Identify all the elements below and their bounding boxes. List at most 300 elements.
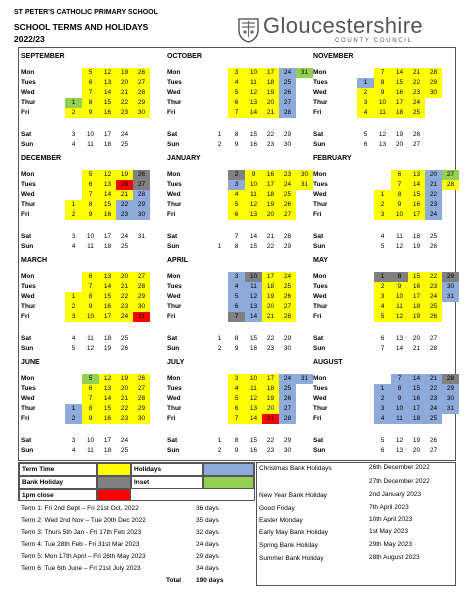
date-cell: 9: [82, 108, 99, 118]
key-inset-swatch: [203, 476, 254, 489]
date-cell: 24: [279, 272, 296, 282]
date-cell: 5: [363, 131, 368, 138]
date-cell: 5: [82, 374, 99, 384]
date-cell: 28: [429, 345, 438, 352]
week-row: [165, 384, 311, 394]
day-label: Mon: [167, 375, 181, 382]
date-cell: 17: [103, 233, 112, 240]
date-cell: 8: [82, 404, 99, 414]
date-cell: 2: [217, 141, 222, 148]
day-label: Tues: [21, 181, 36, 188]
term-label: Term 4: Tue 28th Feb - Fri 31st Mar 2023: [21, 541, 140, 548]
week-row: [311, 140, 457, 150]
day-label: Mon: [21, 273, 35, 280]
date-cell: 27: [279, 210, 296, 220]
week-row: [165, 242, 311, 252]
day-label: Thur: [313, 405, 328, 412]
date-cell: 12: [395, 243, 404, 250]
day-label: Fri: [313, 109, 322, 116]
day-label: Thur: [313, 99, 328, 106]
date-cell: 1: [217, 131, 222, 138]
day-label: Sun: [167, 243, 180, 250]
date-cell: 18: [408, 414, 425, 424]
date-cell: 22: [116, 98, 133, 108]
date-cell: 5: [82, 170, 99, 180]
day-label: Mon: [21, 69, 35, 76]
term-label: Term 3: Thurs 5th Jan - Fri 17th Feb 2023: [21, 529, 142, 536]
date-cell: 2: [65, 210, 82, 220]
date-cell: 22: [425, 384, 442, 394]
date-cell: 31: [137, 233, 146, 240]
date-cell: 19: [103, 345, 112, 352]
date-cell: 28: [442, 180, 459, 190]
month-block: [311, 152, 457, 254]
date-cell: 31: [296, 374, 313, 384]
date-cell: 25: [279, 190, 296, 200]
date-cell: 11: [396, 233, 403, 240]
bank-holiday-label: Spring Bank Holiday: [259, 542, 318, 549]
day-label: Thur: [21, 99, 36, 106]
page-title: SCHOOL TERMS AND HOLIDAYS: [14, 22, 149, 32]
week-row: [165, 200, 311, 210]
date-cell: 24: [120, 131, 129, 138]
date-cell: 10: [245, 272, 262, 282]
date-cell: 20: [116, 180, 133, 190]
date-cell: 1: [65, 404, 82, 414]
date-cell: 19: [262, 292, 279, 302]
date-cell: 3: [374, 210, 391, 220]
date-cell: 2: [65, 302, 82, 312]
date-cell: 30: [133, 414, 150, 424]
date-cell: 7: [234, 233, 239, 240]
date-cell: 5: [228, 394, 245, 404]
date-cell: 10: [82, 312, 99, 322]
date-cell: 4: [357, 108, 374, 118]
day-label: Mon: [21, 171, 35, 178]
week-row: [311, 414, 457, 424]
date-cell: 29: [425, 78, 442, 88]
date-cell: 10: [245, 68, 262, 78]
date-cell: 13: [99, 272, 116, 282]
week-row: [311, 68, 457, 78]
date-cell: 6: [391, 170, 408, 180]
date-cell: 30: [283, 345, 292, 352]
date-cell: 9: [234, 345, 239, 352]
date-cell: 7: [380, 345, 385, 352]
date-cell: 20: [116, 78, 133, 88]
council-logo-name: Gloucestershire: [263, 13, 424, 38]
date-cell: 28: [279, 312, 296, 322]
week-row: [165, 374, 311, 384]
day-label: Sun: [167, 447, 180, 454]
date-cell: 4: [380, 233, 385, 240]
date-cell: 27: [133, 272, 150, 282]
date-cell: 30: [283, 447, 292, 454]
date-cell: 31: [296, 68, 313, 78]
bank-holiday-row: [257, 540, 457, 552]
date-cell: 12: [99, 170, 116, 180]
week-row: [19, 108, 165, 118]
date-cell: 24: [279, 68, 296, 78]
week-row: [165, 98, 311, 108]
day-label: Sun: [313, 141, 326, 148]
date-cell: 5: [228, 200, 245, 210]
date-cell: 5: [228, 292, 245, 302]
date-cell: 28: [133, 394, 150, 404]
date-cell: 16: [249, 141, 258, 148]
date-cell: 1: [217, 243, 222, 250]
bank-holiday-label: Christmas Bank Holidays: [259, 465, 332, 472]
term-row: [18, 503, 255, 515]
week-row: [19, 232, 165, 242]
week-row: [19, 190, 165, 200]
day-label: Sun: [313, 447, 326, 454]
date-cell: 21: [262, 414, 279, 424]
week-row: [311, 344, 457, 354]
date-cell: 12: [245, 88, 262, 98]
date-cell: 4: [71, 141, 76, 148]
day-label: Sun: [21, 447, 34, 454]
date-cell: 15: [249, 131, 258, 138]
week-row: [165, 170, 311, 180]
date-cell: 11: [87, 335, 94, 342]
week-row: [165, 78, 311, 88]
week-row: [311, 108, 457, 118]
date-cell: 17: [103, 131, 112, 138]
date-cell: 15: [99, 292, 116, 302]
date-cell: 15: [99, 98, 116, 108]
date-cell: 10: [86, 437, 95, 444]
date-cell: 8: [82, 98, 99, 108]
date-cell: 22: [408, 78, 425, 88]
date-cell: 26: [120, 345, 129, 352]
key-close-swatch: [97, 489, 131, 501]
day-label: Sun: [21, 141, 34, 148]
date-cell: 23: [425, 200, 442, 210]
date-cell: 21: [266, 233, 275, 240]
date-cell: 6: [228, 98, 245, 108]
bank-holiday-row: [257, 490, 457, 502]
date-cell: 22: [425, 272, 442, 282]
date-cell: 29: [133, 292, 150, 302]
total-label: Total: [166, 577, 182, 584]
date-cell: 9: [374, 88, 391, 98]
date-cell: 18: [103, 141, 112, 148]
date-cell: 2: [374, 394, 391, 404]
crest-icon: [237, 17, 260, 43]
week-row: [311, 78, 457, 88]
date-cell: 26: [412, 131, 421, 138]
date-cell: 11: [391, 414, 408, 424]
date-cell: 10: [245, 374, 262, 384]
date-cell: 4: [71, 447, 76, 454]
date-cell: 6: [363, 141, 368, 148]
date-cell: 28: [283, 233, 292, 240]
date-cell: 14: [99, 88, 116, 98]
date-cell: 26: [429, 243, 438, 250]
date-cell: 5: [374, 312, 391, 322]
date-cell: 23: [116, 302, 133, 312]
day-label: Wed: [21, 89, 35, 96]
week-row: [19, 88, 165, 98]
date-cell: 18: [103, 243, 112, 250]
week-row: [165, 344, 311, 354]
date-cell: 18: [391, 108, 408, 118]
date-cell: 18: [103, 335, 112, 342]
day-label: Thur: [21, 405, 36, 412]
bank-holiday-date: 7th April 2023: [369, 504, 409, 511]
week-row: [19, 292, 165, 302]
week-row: [311, 130, 457, 140]
term-days: 34 days: [196, 565, 219, 572]
term-row: [18, 539, 255, 551]
date-cell: 25: [120, 243, 129, 250]
date-cell: 15: [249, 335, 258, 342]
day-label: Wed: [21, 191, 35, 198]
date-cell: 26: [279, 292, 296, 302]
date-cell: 23: [408, 88, 425, 98]
bank-holiday-row: [257, 515, 457, 527]
week-row: [311, 190, 457, 200]
date-cell: 2: [374, 282, 391, 292]
date-cell: 18: [408, 302, 425, 312]
week-row: [165, 108, 311, 118]
date-cell: 1: [65, 292, 82, 302]
date-cell: 29: [442, 384, 459, 394]
date-cell: 7: [228, 108, 245, 118]
month-name: JULY: [167, 359, 185, 366]
week-row: [311, 242, 457, 252]
week-row: [311, 374, 457, 384]
date-cell: 9: [82, 210, 99, 220]
day-label: Fri: [313, 313, 322, 320]
date-cell: 30: [442, 282, 459, 292]
day-label: Tues: [21, 385, 36, 392]
date-cell: 14: [249, 233, 258, 240]
day-label: Wed: [167, 191, 181, 198]
term-days: 32 days: [196, 529, 219, 536]
bank-holiday-row: [257, 463, 457, 475]
date-cell: 8: [391, 272, 408, 282]
date-cell: 25: [429, 233, 438, 240]
date-cell: 1: [217, 335, 222, 342]
date-cell: 8: [374, 78, 391, 88]
date-cell: 13: [378, 141, 387, 148]
term-label: Term 1: Fri 2nd Sept – Fri 21st Oct, 2022: [21, 505, 139, 512]
date-cell: 10: [245, 180, 262, 190]
date-cell: 17: [408, 404, 425, 414]
date-cell: 8: [234, 243, 239, 250]
week-row: [165, 282, 311, 292]
date-cell: 8: [391, 384, 408, 394]
date-cell: 31: [296, 180, 313, 190]
colour-key: [18, 462, 255, 501]
date-cell: 27: [279, 404, 296, 414]
month-block: [165, 152, 311, 254]
date-cell: 2: [217, 447, 222, 454]
bank-holiday-label: New Year Bank Holiday: [259, 492, 327, 499]
date-cell: 22: [116, 200, 133, 210]
day-label: Sat: [167, 437, 178, 444]
date-cell: 11: [245, 384, 262, 394]
date-cell: 9: [82, 414, 99, 424]
date-cell: 6: [228, 210, 245, 220]
day-label: Thur: [167, 405, 182, 412]
date-cell: 22: [425, 190, 442, 200]
date-cell: 21: [262, 108, 279, 118]
week-row: [311, 384, 457, 394]
day-label: Fri: [21, 109, 30, 116]
date-cell: 15: [408, 272, 425, 282]
month-block: [311, 254, 457, 356]
date-cell: 29: [133, 98, 150, 108]
day-label: Fri: [313, 211, 322, 218]
date-cell: 28: [279, 414, 296, 424]
day-label: Sat: [167, 335, 178, 342]
date-cell: 24: [425, 210, 442, 220]
date-cell: 22: [266, 131, 275, 138]
month-name: JANUARY: [167, 155, 201, 162]
day-label: Wed: [313, 395, 327, 402]
day-label: Wed: [313, 293, 327, 300]
date-cell: 28: [133, 88, 150, 98]
week-row: [311, 210, 457, 220]
date-cell: 5: [82, 68, 99, 78]
date-cell: 16: [99, 108, 116, 118]
month-block: [19, 254, 165, 356]
date-cell: 29: [283, 335, 292, 342]
date-cell: 5: [71, 345, 76, 352]
date-cell: 20: [395, 141, 404, 148]
day-label: Thur: [313, 303, 328, 310]
week-row: [19, 334, 165, 344]
date-cell: 22: [116, 404, 133, 414]
date-cell: 9: [82, 302, 99, 312]
date-cell: 8: [234, 437, 239, 444]
month-name: MAY: [313, 257, 328, 264]
bank-holiday-date: 1st May 2023: [369, 528, 409, 535]
date-cell: 13: [408, 170, 425, 180]
month-block: [19, 356, 165, 458]
date-cell: 28: [442, 374, 459, 384]
day-label: Thur: [21, 303, 36, 310]
month-block: [165, 356, 311, 458]
date-cell: 15: [249, 243, 258, 250]
date-cell: 25: [279, 384, 296, 394]
day-label: Wed: [167, 395, 181, 402]
date-cell: 11: [245, 78, 262, 88]
date-cell: 24: [279, 180, 296, 190]
week-row: [19, 78, 165, 88]
date-cell: 14: [408, 374, 425, 384]
date-cell: 17: [103, 437, 112, 444]
key-bank-holiday-label: Bank Holiday: [19, 476, 97, 489]
date-cell: 10: [86, 233, 95, 240]
date-cell: 14: [408, 180, 425, 190]
date-cell: 25: [408, 108, 425, 118]
day-label: Fri: [21, 415, 30, 422]
date-cell: 21: [116, 394, 133, 404]
day-label: Tues: [313, 79, 328, 86]
total-days: 190 days: [196, 577, 224, 584]
date-cell: 15: [391, 78, 408, 88]
date-cell: 16: [408, 282, 425, 292]
date-cell: 3: [374, 292, 391, 302]
date-cell: 18: [262, 384, 279, 394]
date-cell: 17: [262, 272, 279, 282]
term-total-row: [18, 575, 255, 587]
date-cell: 25: [120, 141, 129, 148]
bank-holiday-date: 27th December 2022: [369, 478, 430, 485]
week-row: [165, 394, 311, 404]
week-row: [165, 404, 311, 414]
date-cell: 14: [99, 282, 116, 292]
date-cell: 15: [408, 384, 425, 394]
date-cell: 21: [408, 68, 425, 78]
term-dates-list: [18, 503, 255, 586]
date-cell: 19: [116, 374, 133, 384]
week-row: [311, 98, 457, 108]
date-cell: 7: [82, 190, 99, 200]
date-cell: 6: [82, 78, 99, 88]
date-cell: 23: [266, 345, 275, 352]
date-cell: 13: [395, 335, 404, 342]
date-cell: 29: [442, 272, 459, 282]
date-cell: 9: [234, 447, 239, 454]
day-label: Sat: [313, 335, 324, 342]
date-cell: 2: [228, 170, 245, 180]
week-row: [19, 414, 165, 424]
date-cell: 3: [71, 233, 76, 240]
date-cell: 14: [395, 345, 404, 352]
week-row: [165, 334, 311, 344]
date-cell: 3: [71, 131, 76, 138]
date-cell: 24: [408, 98, 425, 108]
day-label: Wed: [313, 89, 327, 96]
date-cell: 18: [262, 282, 279, 292]
week-row: [165, 88, 311, 98]
date-cell: 18: [103, 447, 112, 454]
term-row: [18, 563, 255, 575]
date-cell: 16: [408, 394, 425, 404]
day-label: Mon: [313, 375, 327, 382]
date-cell: 17: [408, 210, 425, 220]
week-row: [165, 210, 311, 220]
day-label: Mon: [167, 69, 181, 76]
date-cell: 4: [374, 414, 391, 424]
week-row: [165, 130, 311, 140]
term-row: [18, 527, 255, 539]
date-cell: 6: [82, 272, 99, 282]
month-name: AUGUST: [313, 359, 343, 366]
date-cell: 2: [65, 414, 82, 424]
date-cell: 30: [133, 302, 150, 312]
day-label: Tues: [167, 283, 182, 290]
bank-holiday-label: Easter Monday: [259, 517, 303, 524]
key-term-time-label: Term Time: [19, 463, 97, 476]
date-cell: 13: [245, 98, 262, 108]
date-cell: 6: [82, 384, 99, 394]
date-cell: 1: [357, 78, 374, 88]
bank-holiday-date: 28th August 2023: [369, 554, 420, 561]
week-row: [311, 302, 457, 312]
date-cell: 19: [262, 200, 279, 210]
date-cell: 15: [99, 200, 116, 210]
date-cell: 23: [266, 141, 275, 148]
week-row: [311, 170, 457, 180]
key-term-time-swatch: [97, 463, 131, 476]
month-name: DECEMBER: [21, 155, 62, 162]
